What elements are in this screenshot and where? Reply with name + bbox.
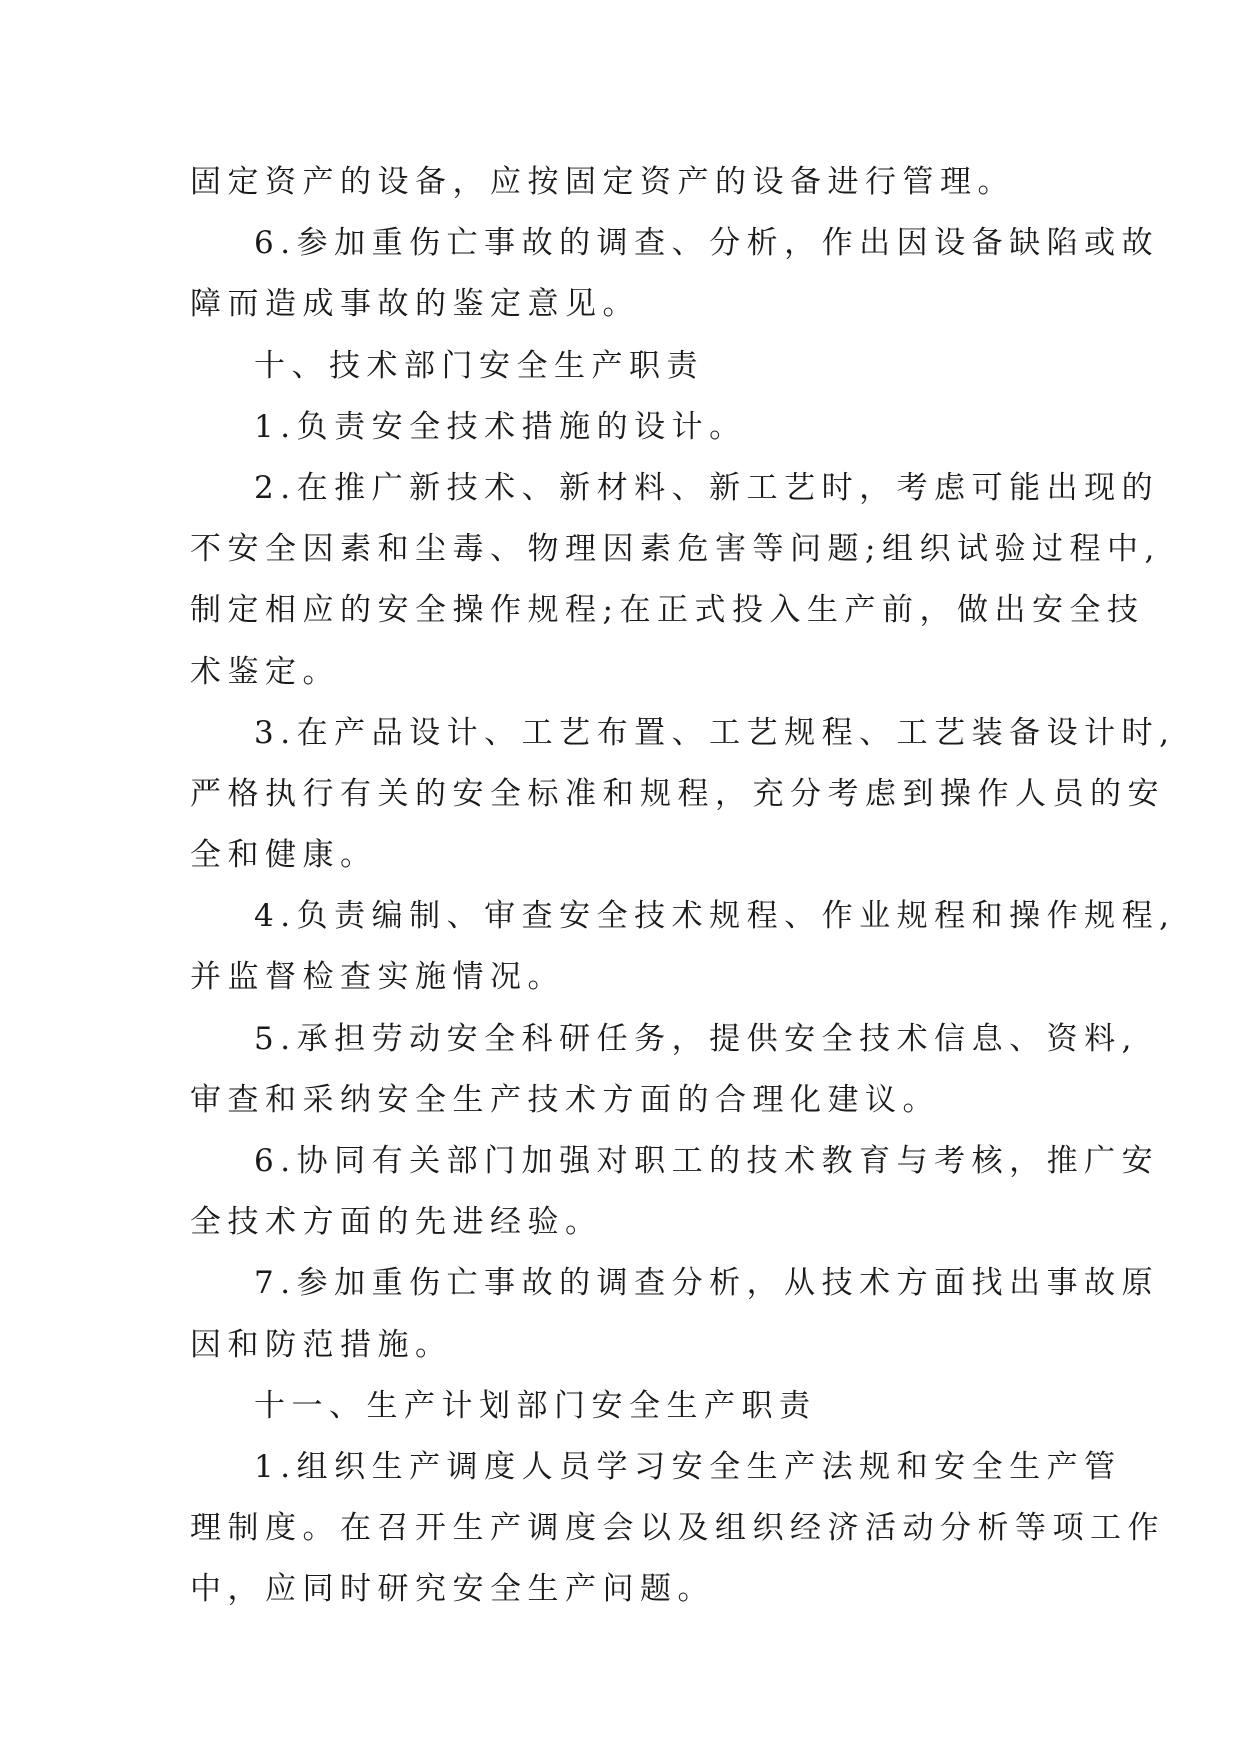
text-line: 3.在产品设计、工艺布置、工艺规程、工艺装备设计时, bbox=[254, 714, 1176, 751]
text-line: 理制度。在召开生产调度会以及组织经济活动分析等项工作 bbox=[190, 1510, 1165, 1547]
text-line: 审查和采纳安全生产技术方面的合理化建议。 bbox=[190, 1081, 940, 1118]
text-line: 并监督检查实施情况。 bbox=[190, 959, 565, 996]
text-line: 不安全因素和尘毒、物理因素危害等问题;组织试验过程中, bbox=[190, 531, 1161, 568]
document-body bbox=[190, 152, 1176, 1621]
text-line: 全和健康。 bbox=[190, 837, 378, 874]
text-line: 固定资产的设备，应按固定资产的设备进行管理。 bbox=[190, 164, 1015, 200]
text-line: 1.负责安全技术措施的设计。 bbox=[254, 408, 747, 445]
section-heading: 十、技术部门安全生产职责 bbox=[254, 347, 704, 384]
text-line: 6.协同有关部门加强对职工的技术教育与考核，推广安 bbox=[254, 1143, 1160, 1179]
text-line: 4.负责编制、审查安全技术规程、作业规程和操作规程, bbox=[254, 898, 1176, 935]
text-line: 6.参加重伤亡事故的调查、分析，作出因设备缺陷或故 bbox=[254, 225, 1160, 262]
text-line: 5.承担劳动安全科研任务，提供安全技术信息、资料, bbox=[254, 1020, 1138, 1057]
text-line: 中，应同时研究安全生产问题。 bbox=[190, 1571, 715, 1608]
text-line: 1.组织生产调度人员学习安全生产法规和安全生产管 bbox=[254, 1448, 1122, 1485]
text-line: 术鉴定。 bbox=[190, 653, 340, 690]
text-line: 7.参加重伤亡事故的调查分析，从技术方面找出事故原 bbox=[254, 1265, 1160, 1302]
text-line: 制定相应的安全操作规程;在正式投入生产前，做出安全技 bbox=[190, 592, 1145, 629]
text-line: 严格执行有关的安全标准和规程，充分考虑到操作人员的安 bbox=[190, 775, 1165, 812]
text-line: 全技术方面的先进经验。 bbox=[190, 1204, 603, 1241]
text-line: 因和防范措施。 bbox=[190, 1326, 453, 1363]
text-line: 障而造成事故的鉴定意见。 bbox=[190, 286, 640, 323]
section-heading: 十一、生产计划部门安全生产职责 bbox=[254, 1387, 817, 1424]
text-line: 2.在推广新技术、新材料、新工艺时，考虑可能出现的 bbox=[254, 469, 1160, 506]
